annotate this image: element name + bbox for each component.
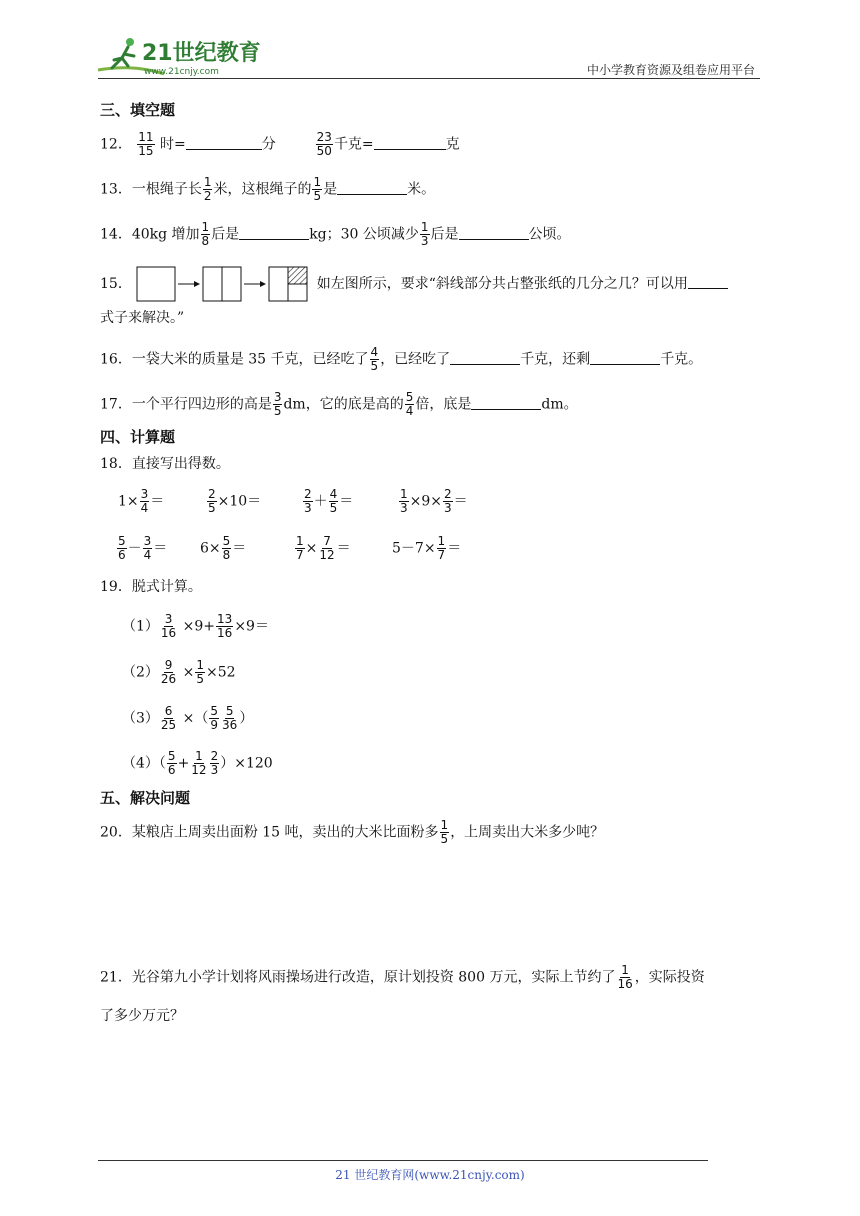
- calc-item: $\frac{2}{5}$ ×10＝: [208, 487, 262, 515]
- question-15-cont: 式子来解决。”: [100, 310, 185, 326]
- answer-blank[interactable]: [590, 350, 660, 365]
- question-21: 21．光谷第九小学计划将风雨操场进行改造，原计划投资 800 万元，实际上节约了 $\frac{1}{16}$ ，实际投资: [100, 963, 705, 991]
- question-20: 20．某粮店上周卖出面粉 15 吨，卖出的大米比面粉多 $\frac{1}{5}$ ，上周卖出大米多少吨？: [100, 818, 605, 846]
- question-16: 16．一袋大米的质量是 35 千克，已经吃了 $\frac{4}{5}$ ，已经吃了 千克，还剩 千克。: [100, 345, 703, 373]
- answer-blank[interactable]: [471, 395, 541, 410]
- logo-text: 21世纪教育: [142, 41, 261, 66]
- q19-item-2: （2） $\frac{9}{26}$ × $\frac{1}{5}$ ×52: [122, 658, 236, 686]
- footer-text[interactable]: 21 世纪教育网(www.21cnjy.com): [335, 1168, 525, 1182]
- header-platform-text: 中小学教育资源及组卷应用平台: [586, 63, 755, 77]
- question-21-cont: 了多少万元？: [100, 1008, 184, 1024]
- question-17: 17．一个平行四边形的高是 $\frac{3}{5}$ dm，它的底是高的 $\frac{5}{4}$ 倍，底是 dm。: [100, 390, 578, 418]
- section-5-title: 五、解决问题: [100, 789, 191, 807]
- runner-logo-icon: [94, 34, 264, 80]
- paper-folding-diagram: [136, 266, 312, 302]
- calc-item: 5－7× $\frac{1}{7}$ ＝: [392, 534, 462, 562]
- question-13: 13．一根绳子长 $\frac{1}{2}$ 米，这根绳子的 $\frac{1}{5}$ 是 米。: [100, 175, 436, 203]
- calc-item: $\frac{5}{6}$ － $\frac{3}{4}$ ＝: [118, 534, 168, 562]
- logo-url: www.21cnjy.com: [144, 67, 219, 77]
- question-15: 15． 如左图所示，要求“斜线部分共占整张纸的几分之几？可以用: [100, 266, 728, 302]
- answer-blank[interactable]: [459, 225, 529, 240]
- footer-divider: [98, 1160, 708, 1161]
- calc-item: 6× $\frac{5}{8}$ ＝: [200, 534, 247, 562]
- answer-blank[interactable]: [450, 350, 520, 365]
- question-19-label: 19．脱式计算。: [100, 579, 202, 595]
- calc-item: 1× $\frac{3}{4}$ ＝: [118, 487, 165, 515]
- answer-blank[interactable]: [688, 274, 728, 289]
- q19-item-1: （1） $\frac{3}{16}$ ×9+ $\frac{13}{16}$ ×9＝: [122, 612, 269, 640]
- calc-item: $\frac{1}{7}$ × $\frac{7}{12}$ ＝: [296, 534, 351, 562]
- calc-item: $\frac{1}{3}$ ×9× $\frac{2}{3}$ ＝: [400, 487, 468, 515]
- q19-item-4: （4）（ $\frac{5}{6}$ + $\frac{1}{12}$ $\frac{2}{3}$ ）×120: [122, 749, 273, 777]
- section-4-title: 四、计算题: [100, 428, 176, 446]
- question-18-label: 18．直接写出得数。: [100, 456, 230, 472]
- answer-blank[interactable]: [186, 135, 262, 150]
- section-3-title: 三、填空题: [100, 101, 176, 119]
- answer-blank[interactable]: [374, 135, 446, 150]
- site-logo: [94, 34, 264, 80]
- header-divider: [98, 78, 760, 79]
- answer-blank[interactable]: [239, 225, 309, 240]
- answer-blank[interactable]: [337, 180, 407, 195]
- q19-item-3: （3） $\frac{6}{25}$ ×（ $\frac{5}{9}$ $\frac{5}{36}$ ）: [122, 704, 254, 732]
- question-14: 14．40kg 增加 $\frac{1}{8}$ 后是 kg；30 公顷减少 $\frac{1}{3}$ 后是 公顷。: [100, 220, 571, 248]
- question-12: 12． $\frac{11}{15}$ 时= 分 $\frac{23}{50}$ 千克= 克: [100, 130, 460, 158]
- calc-item: $\frac{2}{3}$ ＋ $\frac{4}{5}$ ＝: [304, 487, 354, 515]
